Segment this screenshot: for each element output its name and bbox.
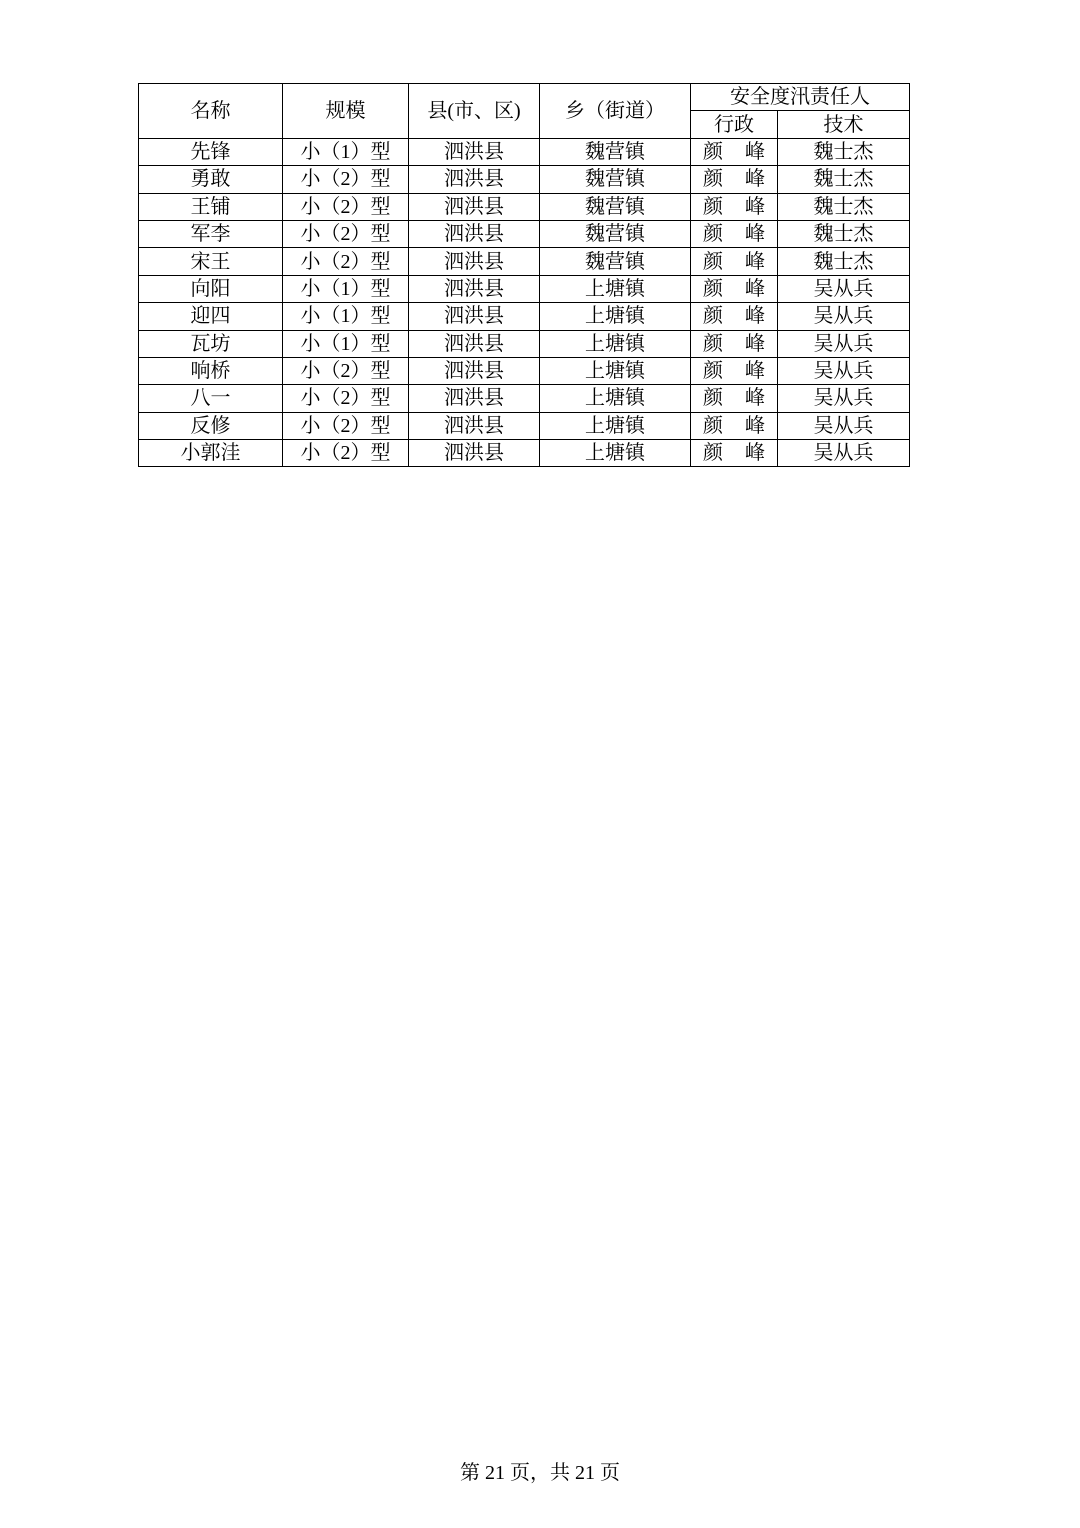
cell-name: 小郭洼 [139,440,283,467]
cell-name: 军李 [139,220,283,247]
cell-scale: 小（2）型 [283,193,409,220]
cell-county: 泗洪县 [409,303,540,330]
cell-tech: 吴从兵 [778,440,910,467]
table-row [139,303,910,330]
cell-scale: 小（2）型 [283,412,409,439]
cell-tech: 吴从兵 [778,275,910,302]
cell-township: 上塘镇 [540,275,691,302]
cell-name: 向阳 [139,275,283,302]
cell-name: 勇敢 [139,166,283,193]
cell-township: 魏营镇 [540,166,691,193]
cell-county: 泗洪县 [409,412,540,439]
table-header-row [139,84,910,111]
cell-scale: 小（1）型 [283,330,409,357]
cell-admin: 颜 峰 [691,412,778,439]
cell-tech: 魏士杰 [778,138,910,165]
cell-scale: 小（1）型 [283,275,409,302]
table-row [139,357,910,384]
table-row [139,412,910,439]
table-row [139,275,910,302]
cell-admin: 颜 峰 [691,303,778,330]
header-name: 名称 [139,84,283,139]
cell-township: 上塘镇 [540,412,691,439]
cell-admin: 颜 峰 [691,357,778,384]
cell-admin: 颜 峰 [691,220,778,247]
cell-admin: 颜 峰 [691,248,778,275]
cell-name: 八一 [139,385,283,412]
cell-tech: 魏士杰 [778,193,910,220]
cell-scale: 小（2）型 [283,385,409,412]
header-county: 县(市、区) [409,84,540,139]
cell-name: 迎四 [139,303,283,330]
cell-admin: 颜 峰 [691,440,778,467]
cell-county: 泗洪县 [409,440,540,467]
cell-tech: 魏士杰 [778,220,910,247]
cell-tech: 魏士杰 [778,248,910,275]
cell-county: 泗洪县 [409,275,540,302]
cell-county: 泗洪县 [409,248,540,275]
table-row [139,138,910,165]
cell-county: 泗洪县 [409,385,540,412]
cell-scale: 小（1）型 [283,303,409,330]
header-responsible-person: 安全度汛责任人 [691,84,910,111]
cell-township: 魏营镇 [540,193,691,220]
cell-county: 泗洪县 [409,357,540,384]
table-row [139,193,910,220]
reservoir-responsibility-table [138,83,910,467]
table-row [139,330,910,357]
cell-name: 王铺 [139,193,283,220]
cell-county: 泗洪县 [409,166,540,193]
table-row [139,166,910,193]
header-scale: 规模 [283,84,409,139]
cell-name: 宋王 [139,248,283,275]
cell-name: 先锋 [139,138,283,165]
cell-admin: 颜 峰 [691,193,778,220]
cell-scale: 小（2）型 [283,248,409,275]
cell-tech: 吴从兵 [778,385,910,412]
table-row [139,248,910,275]
cell-admin: 颜 峰 [691,166,778,193]
cell-name: 响桥 [139,357,283,384]
cell-tech: 魏士杰 [778,166,910,193]
cell-name: 反修 [139,412,283,439]
cell-admin: 颜 峰 [691,385,778,412]
cell-admin: 颜 峰 [691,275,778,302]
cell-township: 魏营镇 [540,138,691,165]
table-row [139,220,910,247]
cell-admin: 颜 峰 [691,330,778,357]
table-row [139,385,910,412]
cell-township: 魏营镇 [540,248,691,275]
table-body [139,138,910,467]
page-number-footer: 第 21 页，共 21 页 [460,1462,620,1484]
cell-township: 上塘镇 [540,440,691,467]
cell-township: 上塘镇 [540,385,691,412]
header-tech: 技术 [778,111,910,138]
cell-name: 瓦坊 [139,330,283,357]
header-township: 乡（街道） [540,84,691,139]
cell-scale: 小（2）型 [283,220,409,247]
header-admin: 行政 [691,111,778,138]
cell-county: 泗洪县 [409,330,540,357]
cell-tech: 吴从兵 [778,303,910,330]
cell-township: 魏营镇 [540,220,691,247]
cell-township: 上塘镇 [540,357,691,384]
cell-county: 泗洪县 [409,138,540,165]
cell-scale: 小（2）型 [283,357,409,384]
cell-township: 上塘镇 [540,330,691,357]
cell-scale: 小（2）型 [283,166,409,193]
table-row [139,440,910,467]
cell-township: 上塘镇 [540,303,691,330]
cell-tech: 吴从兵 [778,412,910,439]
cell-admin: 颜 峰 [691,138,778,165]
cell-tech: 吴从兵 [778,330,910,357]
cell-tech: 吴从兵 [778,357,910,384]
cell-scale: 小（1）型 [283,138,409,165]
cell-county: 泗洪县 [409,220,540,247]
cell-scale: 小（2）型 [283,440,409,467]
cell-county: 泗洪县 [409,193,540,220]
